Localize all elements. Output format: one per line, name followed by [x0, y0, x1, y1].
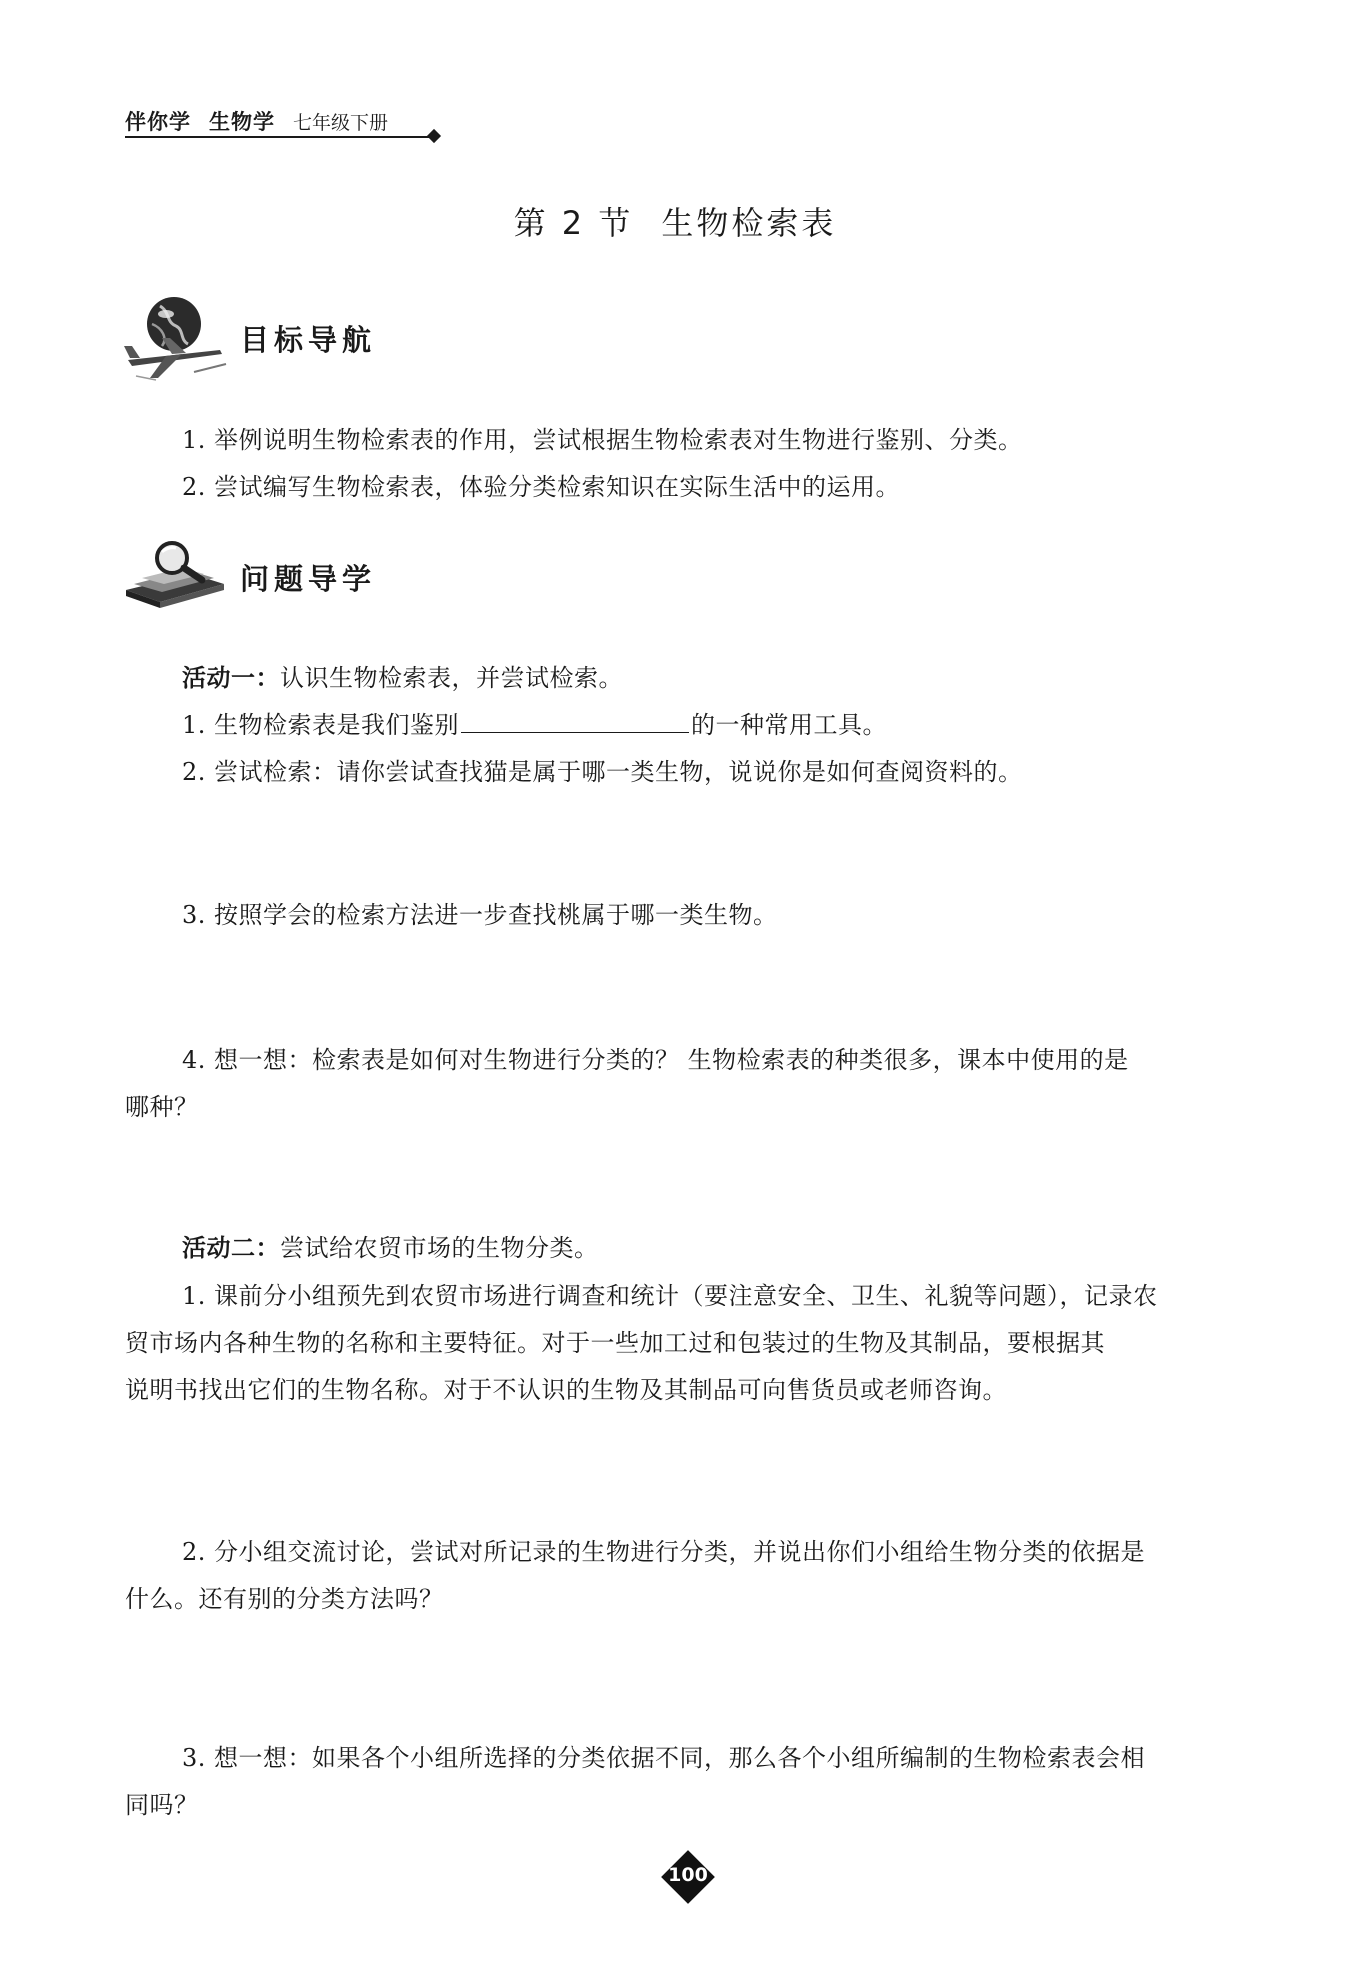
section-name: 生物检索表	[661, 204, 837, 242]
magnifier-books-icon	[122, 540, 228, 612]
activity2-q1-line3: 说明书找出它们的生物名称。对于不认识的生物及其制品可向售货员或老师咨询。	[125, 1376, 1007, 1404]
grade-name: 七年级下册	[293, 112, 389, 134]
activity2-q3-line1: 3. 想一想：如果各个小组所选择的分类依据不同，那么各个小组所编制的生物检索表会相	[182, 1744, 1146, 1772]
goal-item-2: 2. 尝试编写生物检索表，体验分类检索知识在实际生活中的运用。	[182, 473, 901, 501]
activity1-q1-before: 1. 生物检索表是我们鉴别	[182, 711, 460, 739]
activity2-q2-line2: 什么。还有别的分类方法吗？	[125, 1585, 444, 1613]
goals-heading: 目标导航	[240, 323, 377, 357]
book-name: 伴你学	[125, 110, 191, 134]
globe-airplane-icon	[122, 292, 228, 384]
subject-name: 生物学	[209, 110, 275, 134]
activity2-q3-line2: 同吗？	[125, 1791, 199, 1819]
header-diamond-icon	[427, 129, 441, 143]
activity1-q1-after: 的一种常用工具。	[691, 711, 888, 739]
activity2-heading	[182, 1228, 599, 1263]
running-header	[125, 106, 388, 136]
activity1-q3: 3. 按照学会的检索方法进一步查找桃属于哪一类生物。	[182, 901, 778, 929]
page-title	[0, 198, 1350, 244]
goal-item-1: 1. 举例说明生物检索表的作用，尝试根据生物检索表对生物进行鉴别、分类。	[182, 426, 1023, 454]
questions-heading: 问题导学	[240, 562, 377, 596]
activity1-q4-line2: 哪种？	[125, 1093, 199, 1121]
activity1-q4-line1: 4. 想一想：检索表是如何对生物进行分类的？ 生物检索表的种类很多，课本中使用的是	[182, 1046, 1129, 1074]
answer-blank[interactable]	[461, 710, 689, 733]
activity2-title: 尝试给农贸市场的生物分类。	[280, 1234, 599, 1262]
page-number: 100	[668, 1864, 708, 1886]
activity2-lead: 活动二：	[182, 1234, 280, 1262]
activity1-q2: 2. 尝试检索：请你尝试查找猫是属于哪一类生物，说说你是如何查阅资料的。	[182, 758, 1023, 786]
activity1-q1	[182, 705, 887, 740]
activity1-lead: 活动一：	[182, 664, 280, 692]
activity2-q2-line1: 2. 分小组交流讨论，尝试对所记录的生物进行分类，并说出你们小组给生物分类的依据是	[182, 1538, 1146, 1566]
activity2-q1-line2: 贸市场内各种生物的名称和主要特征。对于一些加工过和包装过的生物及其制品，要根据其	[125, 1329, 1105, 1357]
activity1-heading	[182, 658, 623, 693]
activity2-q1-line1: 1. 课前分小组预先到农贸市场进行调查和统计（要注意安全、卫生、礼貌等问题），记录农	[182, 1282, 1158, 1310]
section-number: 第 2 节	[513, 204, 634, 242]
activity1-title: 认识生物检索表，并尝试检索。	[280, 664, 623, 692]
header-rule	[125, 136, 431, 138]
